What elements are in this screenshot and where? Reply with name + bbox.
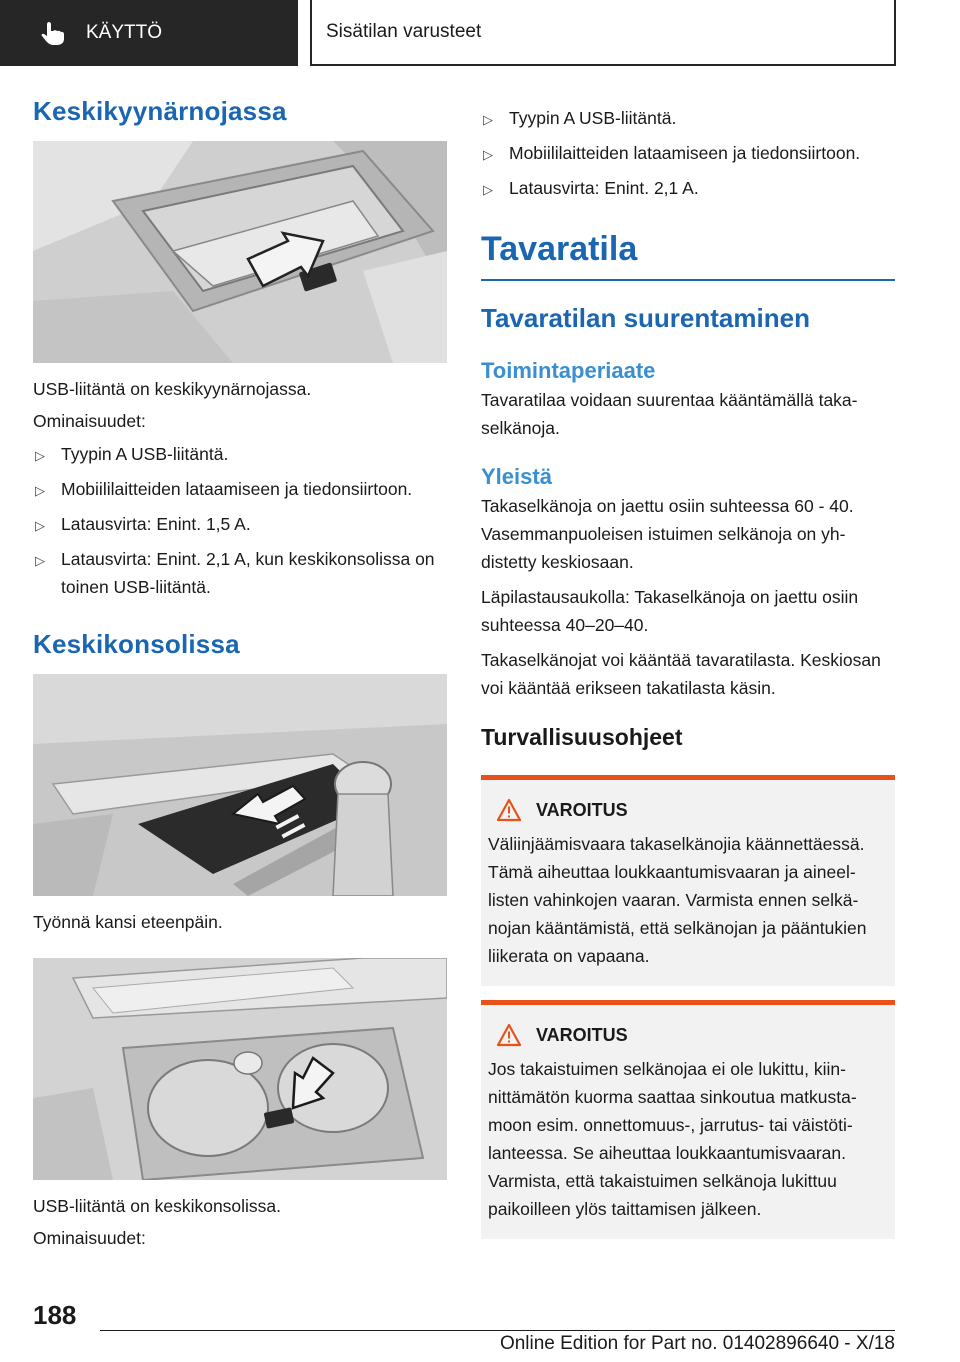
feature-list-armrest: [33, 440, 447, 601]
triangle-bullet-icon: ▷: [35, 518, 45, 533]
footer-divider: [100, 1330, 895, 1331]
console-usb-illustration: [33, 958, 447, 1180]
general-text-3: Takaselkänojat voi kääntää tavaratilasta. Keskiosan voi kääntää erikseen takatilasta käsin.: [481, 650, 881, 698]
caption-push-cover: Työnnä kansi eteenpäin.: [33, 912, 223, 932]
console-cover-photo: [33, 674, 447, 896]
footer-edition: Online Edition for Part no. 01402896640 - X/18: [499, 1333, 895, 1354]
heading-safety: Turvallisuusohjeet: [481, 724, 683, 750]
chapter-title: Sisätilan varusteet: [326, 21, 482, 42]
triangle-bullet-icon: ▷: [35, 553, 45, 568]
right-column: [481, 104, 895, 1239]
list-item: ▷ Mobiililaitteiden lataamiseen ja tiedonsiirtoon.: [33, 475, 447, 503]
heading-principle: Toimintaperiaate: [481, 358, 656, 383]
list-item: ▷ Latausvirta: Enint. 2,1 A, kun keskikonsolissa on toinen USB-liitäntä.: [35, 549, 435, 597]
features-label-2: Ominaisuudet:: [33, 1228, 146, 1248]
warning-text: Jos takaistuimen selkänojaa ei ole lukittu, kiinnittämätön kuorma saattaa sinkoutua matkustamoon esim. onnettomuus-, jarrutus- tai väistötilanteessa. Se aiheuttaa loukkaantumisvaaran. Varmista, että takaistuimen selkänoja lukittuu paikoilleen ylös taittamisen jälkeen.: [488, 1059, 857, 1219]
triangle-bullet-icon: ▷: [483, 147, 493, 162]
armrest-usb-illustration: [33, 141, 447, 363]
console-cover-illustration: [33, 674, 447, 896]
warning-box-1: [481, 775, 895, 986]
heading-cargo-area: Tavaratila: [481, 230, 895, 281]
feature-list-console: [481, 104, 895, 202]
left-column: [33, 96, 447, 1252]
triangle-bullet-icon: ▷: [483, 182, 493, 197]
page-number: 188: [33, 1300, 77, 1330]
list-item: ▷ Latausvirta: Enint. 1,5 A.: [33, 510, 447, 538]
chapter-tab: [310, 0, 896, 66]
general-text-2: Läpilastausaukolla: Takaselkänoja on jaettu osiin suhteessa 40–20–40.: [481, 587, 859, 635]
list-item: ▷ Tyypin A USB-liitäntä.: [33, 440, 447, 468]
triangle-bullet-icon: ▷: [35, 483, 45, 498]
section-tab: [0, 0, 298, 66]
features-label-1: Ominaisuudet:: [33, 411, 146, 431]
warning-title: VAROITUS: [536, 1024, 628, 1045]
list-item: ▷ Mobiililaitteiden lataamiseen ja tiedonsiirtoon.: [481, 139, 895, 167]
warning-box-2: [481, 1000, 895, 1239]
heading-center-console: Keskikonsolissa: [33, 629, 240, 659]
armrest-usb-photo: [33, 141, 447, 363]
heading-general: Yleistä: [481, 464, 552, 489]
list-item: ▷ Tyypin A USB-liitäntä.: [481, 104, 895, 132]
triangle-bullet-icon: ▷: [35, 448, 45, 463]
list-item: ▷ Latausvirta: Enint. 2,1 A.: [481, 174, 895, 202]
section-title: KÄYTTÖ: [86, 22, 163, 43]
principle-text: Tavaratilaa voidaan suurentaa kääntämällä takaselkänoja.: [481, 390, 858, 438]
caption-console-usb: USB-liitäntä on keskikonsolissa.: [33, 1196, 282, 1216]
general-text-1: Takaselkänoja on jaettu osiin suhteessa 60 - 40. Vasemmanpuoleisen istuimen selkänoja on yhdistetty keskiosaan.: [481, 496, 854, 572]
warning-triangle-icon: [496, 1023, 522, 1047]
heading-cargo-expand: Tavaratilan suurentaminen: [481, 303, 810, 333]
triangle-bullet-icon: ▷: [483, 112, 493, 127]
warning-triangle-icon: [496, 798, 522, 822]
hand-pointer-icon: [40, 20, 66, 46]
caption-armrest: USB-liitäntä on keskikyynärnojassa.: [33, 379, 312, 399]
console-usb-photo: [33, 958, 447, 1180]
warning-title: VAROITUS: [536, 799, 628, 820]
heading-armrest: Keskikyynärnojassa: [33, 96, 287, 126]
warning-text: Väliinjäämisvaara takaselkänojia käännettäessä. Tämä aiheuttaa loukkaantumisvaaran ja aineellisten vahinkojen vaaran. Varmista ennen selkänojan kääntämistä, että selkänojan ja pääntukien liikerata on vapaana.: [488, 834, 867, 966]
